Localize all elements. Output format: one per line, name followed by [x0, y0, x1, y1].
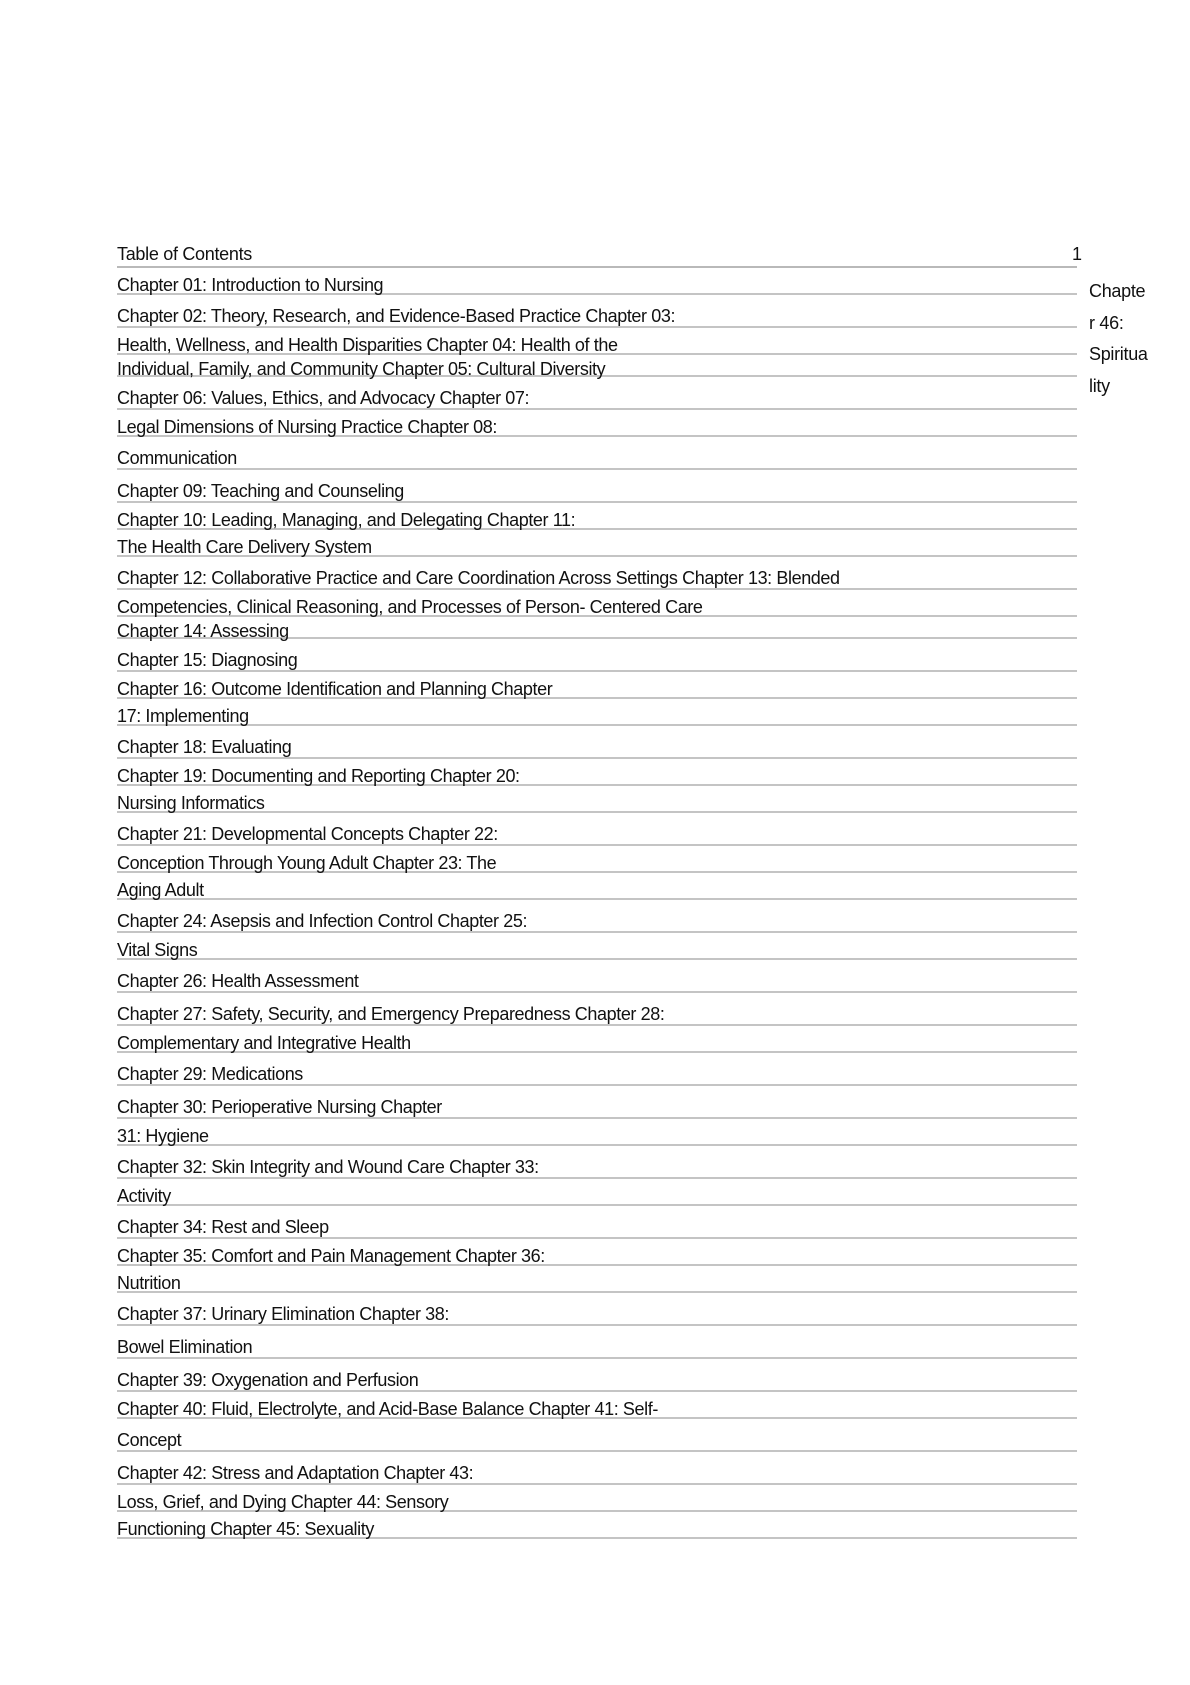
side-note-line: Spiritua [1089, 344, 1148, 364]
toc-line[interactable]: Chapter 18: Evaluating [117, 726, 1077, 759]
toc-title-row [117, 244, 1082, 268]
toc-line[interactable]: Competencies, Clinical Reasoning, and Processes of Person- Centered Care [117, 590, 1077, 617]
toc-line[interactable]: Chapter 42: Stress and Adaptation Chapter 43: [117, 1452, 1077, 1485]
toc-line[interactable]: Chapter 12: Collaborative Practice and Care Coordination Across Settings Chapter 13: Blended [117, 557, 1077, 590]
side-note-line: lity [1089, 375, 1110, 396]
toc-line[interactable]: Complementary and Integrative Health [117, 1026, 1077, 1053]
side-note-line: Chapte [1089, 281, 1146, 301]
side-note-line: r 46: [1089, 312, 1124, 333]
toc-line[interactable]: The Health Care Delivery System [117, 530, 1077, 557]
toc-line[interactable]: Bowel Elimination [117, 1326, 1077, 1359]
toc-line[interactable]: Chapter 26: Health Assessment [117, 960, 1077, 993]
toc-line[interactable]: Communication [117, 437, 1077, 470]
toc-line[interactable]: Chapter 39: Oxygenation and Perfusion [117, 1359, 1077, 1392]
toc-line[interactable]: Chapter 19: Documenting and Reporting Chapter 20: [117, 759, 1077, 786]
toc-line[interactable]: Chapter 10: Leading, Managing, and Delegating Chapter 11: [117, 503, 1077, 530]
toc-line[interactable]: Chapter 02: Theory, Research, and Evidence-Based Practice Chapter 03: [117, 295, 1077, 328]
toc-line[interactable]: Aging Adult [117, 873, 1077, 900]
toc-line[interactable]: Chapter 09: Teaching and Counseling [117, 470, 1077, 503]
toc-line[interactable]: Functioning Chapter 45: Sexuality [117, 1512, 1077, 1539]
toc-line[interactable]: Activity [117, 1179, 1077, 1206]
toc-line[interactable]: Chapter 35: Comfort and Pain Management Chapter 36: [117, 1239, 1077, 1266]
toc-line[interactable]: Chapter 15: Diagnosing [117, 639, 1077, 672]
toc-line[interactable]: Chapter 14: Assessing [117, 617, 1077, 639]
toc-line[interactable]: Chapter 40: Fluid, Electrolyte, and Acid-Base Balance Chapter 41: Self- [117, 1392, 1077, 1419]
toc-line[interactable]: Concept [117, 1419, 1077, 1452]
toc-line[interactable]: Chapter 16: Outcome Identification and Planning Chapter [117, 672, 1077, 699]
toc-line[interactable]: Chapter 06: Values, Ethics, and Advocacy Chapter 07: [117, 377, 1077, 410]
toc-line[interactable]: Nutrition [117, 1266, 1077, 1293]
toc-line[interactable]: Vital Signs [117, 933, 1077, 960]
side-note-chapter-46[interactable] [1089, 276, 1169, 402]
toc-title: Table of Contents [117, 244, 252, 264]
toc-line[interactable]: Legal Dimensions of Nursing Practice Chapter 08: [117, 410, 1077, 437]
toc-line[interactable]: Chapter 37: Urinary Elimination Chapter 38: [117, 1293, 1077, 1326]
table-of-contents [117, 244, 1082, 1539]
toc-line[interactable]: Chapter 34: Rest and Sleep [117, 1206, 1077, 1239]
toc-line[interactable]: Chapter 32: Skin Integrity and Wound Care Chapter 33: [117, 1146, 1077, 1179]
toc-line[interactable]: Chapter 24: Asepsis and Infection Control Chapter 25: [117, 900, 1077, 933]
toc-line[interactable]: Individual, Family, and Community Chapter 05: Cultural Diversity [117, 355, 1077, 377]
toc-line[interactable]: Nursing Informatics [117, 786, 1077, 813]
toc-line[interactable]: Chapter 21: Developmental Concepts Chapter 22: [117, 813, 1077, 846]
toc-line[interactable]: Chapter 27: Safety, Security, and Emergency Preparedness Chapter 28: [117, 993, 1077, 1026]
toc-line[interactable]: Chapter 29: Medications [117, 1053, 1077, 1086]
toc-line[interactable]: Chapter 30: Perioperative Nursing Chapter [117, 1086, 1077, 1119]
toc-page-number: 1 [1072, 244, 1082, 264]
toc-line[interactable]: Chapter 01: Introduction to Nursing [117, 268, 1077, 295]
toc-line[interactable]: 31: Hygiene [117, 1119, 1077, 1146]
toc-line[interactable]: Loss, Grief, and Dying Chapter 44: Sensory [117, 1485, 1077, 1512]
toc-line[interactable]: Conception Through Young Adult Chapter 23: The [117, 846, 1077, 873]
toc-line[interactable]: 17: Implementing [117, 699, 1077, 726]
toc-line[interactable]: Health, Wellness, and Health Disparities Chapter 04: Health of the [117, 328, 1077, 355]
